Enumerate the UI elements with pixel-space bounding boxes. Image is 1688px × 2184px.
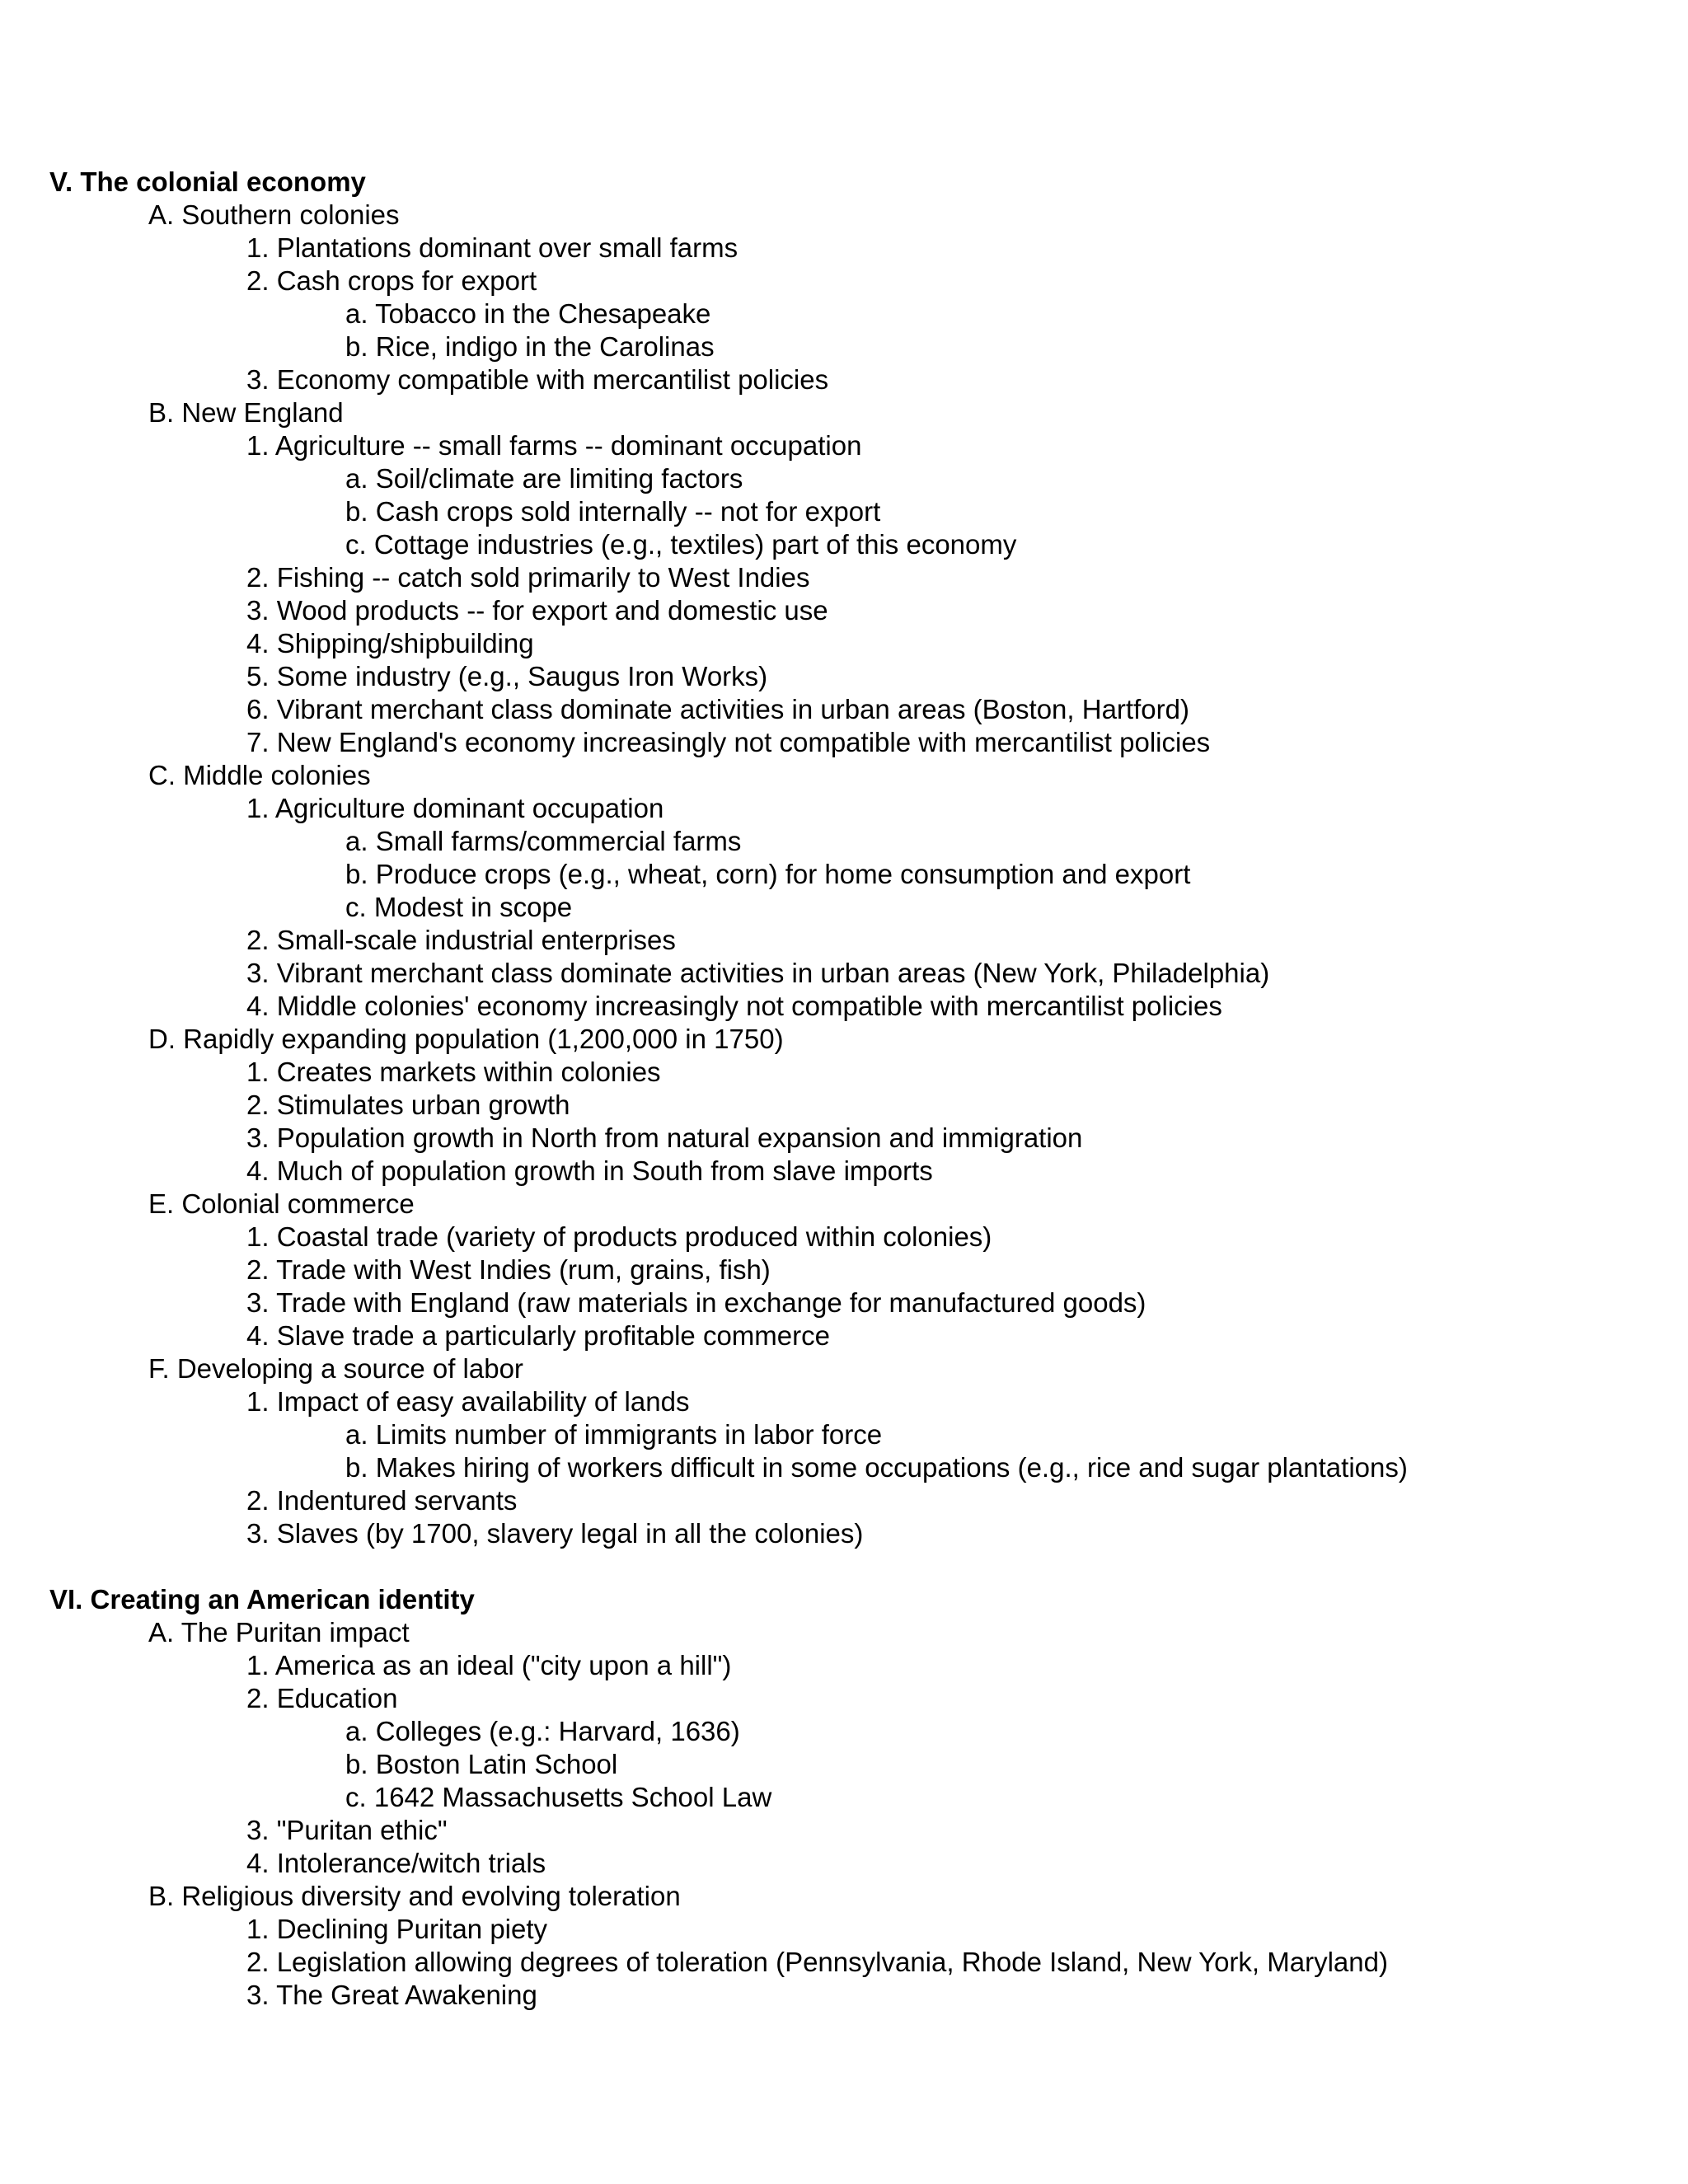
outline-item-level-2: 6. Vibrant merchant class dominate activities in urban areas (Boston, Hartford) [246, 694, 1189, 724]
outline-item-level-2: 2. Cash crops for export [246, 265, 537, 296]
outline-item-level-2: 4. Slave trade a particularly profitable commerce [246, 1320, 830, 1351]
section-spacer [0, 1550, 1688, 1583]
outline-item-level-2: 3. Population growth in North from natural expansion and immigration [246, 1122, 1083, 1153]
outline-item-level-2: 2. Stimulates urban growth [246, 1090, 570, 1120]
outline-item-level-1: A. Southern colonies [148, 199, 400, 230]
outline-item-level-3: b. Makes hiring of workers difficult in some occupations (e.g., rice and sugar plantations) [345, 1452, 1408, 1483]
outline-item-level-3: b. Rice, indigo in the Carolinas [345, 331, 715, 362]
outline-item-level-2: 2. Legislation allowing degrees of toleration (Pennsylvania, Rhode Island, New York, Maryland) [246, 1947, 1388, 1977]
outline-item-level-2: 3. Slaves (by 1700, slavery legal in all the colonies) [246, 1518, 864, 1549]
outline-item-level-2: 1. Agriculture dominant occupation [246, 793, 664, 823]
outline-item-level-2: 1. America as an ideal ("city upon a hill") [246, 1650, 732, 1680]
outline-document [0, 166, 1688, 2012]
outline-item-level-3: c. 1642 Massachusetts School Law [345, 1782, 772, 1812]
outline-item-level-2: 1. Coastal trade (variety of products produced within colonies) [246, 1221, 992, 1252]
outline-item-level-2: 4. Intolerance/witch trials [246, 1848, 546, 1878]
outline-item-level-1: E. Colonial commerce [148, 1188, 415, 1219]
outline-item-level-2: 3. "Puritan ethic" [246, 1815, 448, 1845]
outline-item-level-2: 5. Some industry (e.g., Saugus Iron Works) [246, 661, 768, 691]
outline-item-level-2: 4. Middle colonies' economy increasingly not compatible with mercantilist policies [246, 991, 1222, 1021]
outline-item-level-2: 3. Wood products -- for export and domestic use [246, 595, 828, 626]
outline-item-level-2: 1. Declining Puritan piety [246, 1914, 548, 1944]
section-heading: VI. Creating an American identity [49, 1584, 475, 1615]
outline-item-level-2: 1. Plantations dominant over small farms [246, 232, 738, 263]
section-heading: V. The colonial economy [49, 166, 366, 197]
outline-item-level-3: a. Soil/climate are limiting factors [345, 463, 743, 494]
outline-item-level-2: 2. Small-scale industrial enterprises [246, 925, 676, 955]
outline-item-level-1: F. Developing a source of labor [148, 1353, 523, 1384]
outline-item-level-3: a. Limits number of immigrants in labor force [345, 1419, 883, 1450]
outline-item-level-1: B. New England [148, 397, 344, 428]
outline-item-level-3: b. Boston Latin School [345, 1749, 618, 1779]
outline-item-level-1: D. Rapidly expanding population (1,200,000 in 1750) [148, 1024, 784, 1054]
outline-item-level-2: 3. Economy compatible with mercantilist policies [246, 364, 829, 395]
outline-item-level-3: a. Tobacco in the Chesapeake [345, 298, 711, 329]
outline-item-level-2: 7. New England's economy increasingly not compatible with mercantilist policies [246, 727, 1211, 757]
outline-item-level-3: b. Cash crops sold internally -- not for export [345, 496, 881, 527]
outline-item-level-2: 1. Impact of easy availability of lands [246, 1386, 690, 1417]
outline-item-level-2: 1. Creates markets within colonies [246, 1057, 661, 1087]
outline-item-level-2: 2. Trade with West Indies (rum, grains, fish) [246, 1254, 771, 1285]
outline-item-level-3: a. Small farms/commercial farms [345, 826, 742, 856]
outline-item-level-2: 2. Fishing -- catch sold primarily to West Indies [246, 562, 810, 593]
outline-item-level-3: b. Produce crops (e.g., wheat, corn) for home consumption and export [345, 859, 1191, 889]
outline-item-level-2: 4. Shipping/shipbuilding [246, 628, 534, 658]
outline-item-level-2: 2. Indentured servants [246, 1485, 518, 1516]
outline-item-level-2: 1. Agriculture -- small farms -- dominant occupation [246, 430, 862, 461]
outline-item-level-2: 2. Education [246, 1683, 398, 1713]
outline-item-level-2: 4. Much of population growth in South from slave imports [246, 1155, 933, 1186]
outline-item-level-1: A. The Puritan impact [148, 1617, 410, 1647]
outline-item-level-1: C. Middle colonies [148, 760, 371, 790]
outline-item-level-1: B. Religious diversity and evolving toleration [148, 1881, 681, 1911]
outline-item-level-3: c. Cottage industries (e.g., textiles) part of this economy [345, 529, 1017, 560]
outline-item-level-3: a. Colleges (e.g.: Harvard, 1636) [345, 1716, 740, 1746]
outline-item-level-3: c. Modest in scope [345, 892, 573, 922]
outline-item-level-2: 3. The Great Awakening [246, 1980, 537, 2010]
outline-item-level-2: 3. Vibrant merchant class dominate activities in urban areas (New York, Philadelphia) [246, 958, 1270, 988]
outline-item-level-2: 3. Trade with England (raw materials in exchange for manufactured goods) [246, 1287, 1146, 1318]
